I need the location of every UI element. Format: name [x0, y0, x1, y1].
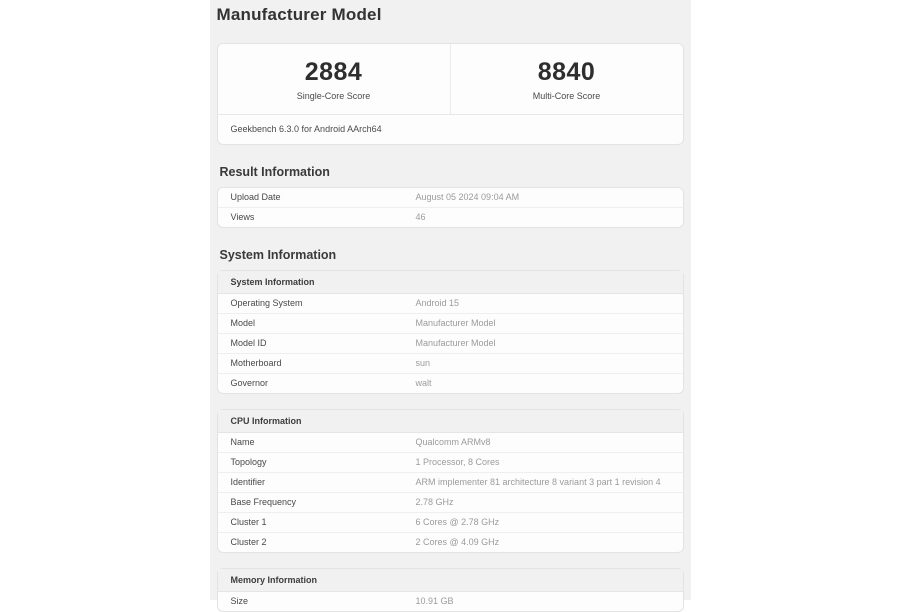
row-value: Manufacturer Model	[415, 338, 496, 348]
row-value: Qualcomm ARMv8	[415, 437, 491, 447]
row-value: 2 Cores @ 4.09 GHz	[415, 537, 500, 547]
single-core-score: 2884	[304, 57, 363, 86]
row-value: 10.91 GB	[415, 596, 454, 606]
multi-core-score: 8840	[537, 57, 596, 86]
row-value: walt	[415, 378, 432, 388]
row-value: Android 15	[415, 298, 460, 308]
table-row-topology	[218, 453, 683, 473]
benchmark-version: Geekbench 6.3.0 for Android AArch64	[218, 114, 683, 144]
row-value: August 05 2024 09:04 AM	[415, 192, 520, 202]
table-row-cluster-2	[218, 533, 683, 552]
cpu-information-table	[217, 409, 684, 553]
row-label: Model	[230, 318, 256, 328]
row-label: Cluster 1	[230, 517, 267, 527]
memory-information-table	[217, 568, 684, 612]
row-label: Name	[230, 437, 255, 447]
system-information-heading: System Information	[219, 248, 337, 262]
system-information-table	[217, 270, 684, 394]
table-row-cluster-1	[218, 513, 683, 533]
row-value: ARM implementer 81 architecture 8 variant 3 part 1 revision 4	[415, 477, 661, 487]
row-value: sun	[415, 358, 431, 368]
table-row-identifier	[218, 473, 683, 493]
result-page-column	[210, 0, 691, 606]
table-row-model-id	[218, 334, 683, 354]
score-row	[218, 44, 683, 114]
row-label: Identifier	[230, 477, 266, 487]
table-row-operating-system	[218, 294, 683, 314]
table-row-governor	[218, 374, 683, 393]
row-label: Base Frequency	[230, 497, 297, 507]
multi-core-score-label: Multi-Core Score	[532, 90, 601, 101]
row-value: 46	[415, 212, 426, 222]
table-row-model	[218, 314, 683, 334]
row-label: Cluster 2	[230, 537, 267, 547]
result-information-table	[217, 187, 684, 228]
row-label: Model ID	[230, 338, 267, 348]
table-row-views	[218, 208, 683, 227]
row-value: Manufacturer Model	[415, 318, 496, 328]
table-row-motherboard	[218, 354, 683, 374]
table-header: System Information	[218, 271, 683, 294]
row-label: Operating System	[230, 298, 303, 308]
row-label: Views	[230, 212, 255, 222]
page-title: Manufacturer Model	[216, 5, 382, 24]
row-value: 2.78 GHz	[415, 497, 454, 507]
single-core-score-label: Single-Core Score	[296, 90, 371, 101]
table-row-cpu-name	[218, 433, 683, 453]
row-value: 6 Cores @ 2.78 GHz	[415, 517, 500, 527]
single-core-score-cell	[218, 44, 451, 114]
row-label: Governor	[230, 378, 269, 388]
row-value: 1 Processor, 8 Cores	[415, 457, 500, 467]
row-label: Topology	[230, 457, 267, 467]
row-label: Size	[230, 596, 249, 606]
row-label: Upload Date	[230, 192, 281, 202]
row-label: Motherboard	[230, 358, 282, 368]
table-header: CPU Information	[218, 410, 683, 433]
table-header: Memory Information	[218, 569, 683, 592]
result-information-heading: Result Information	[219, 165, 330, 179]
table-row-memory-size	[218, 592, 683, 611]
score-card	[217, 43, 684, 145]
table-row-upload-date	[218, 188, 683, 208]
table-row-base-frequency	[218, 493, 683, 513]
multi-core-score-cell	[451, 44, 683, 114]
